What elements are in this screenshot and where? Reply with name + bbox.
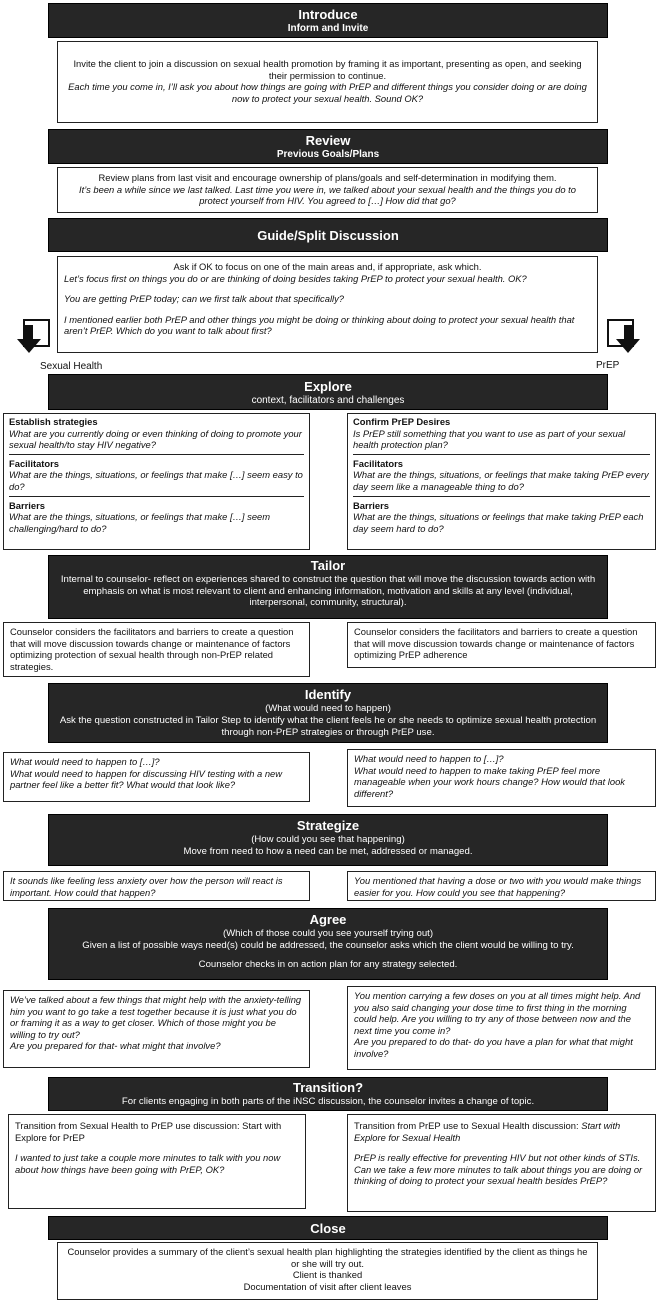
agree-text: Given a list of possible ways need(s) could be addressed, the counselor asks which the client would be willing to try.: [82, 940, 574, 951]
transition-left-box: [8, 1114, 306, 1209]
explore-title: Explore: [304, 379, 352, 394]
transition-title: Transition?: [292, 1080, 364, 1095]
guide-script-2: You are getting PrEP today; can we first talk about that specifically?: [64, 293, 345, 305]
agree-left-box: [3, 990, 310, 1068]
explore-right-text: What are the things, situations or feelings that make taking PrEP each day seem hard to do?: [353, 511, 644, 534]
tailor-title: Tailor: [310, 558, 346, 573]
explore-left-section: [9, 454, 304, 493]
identify-text: Ask the question constructed in Tailor Step to identify what the client feels he or she needs to optimize sexual health protection through non-PrEP strategies or through PrEP use.: [59, 715, 597, 738]
review-box: [57, 167, 598, 213]
close-text: Counselor provides a summary of the client’s sexual health plan highlighting the strategies identified by the client as things he or she will try out.: [67, 1246, 588, 1269]
sexual-health-label: Sexual Health: [40, 361, 103, 372]
explore-left-section: [9, 416, 304, 451]
introduce-text: Invite the client to join a discussion on sexual health promotion by framing it as important, presenting as open, and seeking their permission to continue.: [73, 58, 582, 81]
close-header: [48, 1216, 608, 1240]
strategize-text: Move from need to how a need can be met, addressed or managed.: [183, 846, 473, 857]
introduce-script: Each time you come in, I’ll ask you about how things are going with PrEP and different things you consider doing or are doing now to protect your sexual health. Sound OK?: [68, 81, 587, 104]
explore-left-section: [9, 496, 304, 535]
explore-right-heading: Barriers: [353, 499, 389, 511]
introduce-title: Introduce: [298, 7, 358, 22]
tailor-right-text: Counselor considers the facilitators and barriers to create a question that will move discussion towards change or maintenance of factors optimizing PrEP adherence: [354, 626, 638, 661]
explore-right-box: [347, 413, 656, 550]
explore-right-text: What are the things, situations, or feelings that make taking PrEP every day seem like a manageable thing to do?: [353, 469, 649, 492]
agree-right-text: You mention carrying a few doses on you at all times might help. And you also said changing your dose time to first thing in the morning could help. Are you willing to try any of those between now and the next time you come in? Are you prepared to do that- do you have a plan for what that might involve?: [354, 990, 641, 1059]
identify-title: Identify: [304, 687, 352, 702]
agree-title: Agree: [309, 912, 347, 927]
tailor-right-box: [347, 622, 656, 668]
transition-left-script: I wanted to just take a couple more minutes to talk with you now about how things have been going with PrEP, OK?: [15, 1152, 281, 1175]
identify-right-text: What would need to happen to […]? What would need to happen to make taking PrEP feel more manageable when your work hours change? How would that look different?: [354, 753, 625, 799]
explore-right-section: [353, 416, 650, 451]
agree-right-box: [347, 986, 656, 1070]
strategize-right-text: You mentioned that having a dose or two with you would make things easier for you. How could you see that happening?: [354, 875, 642, 898]
explore-right-section: [353, 496, 650, 535]
explore-left-text: What are you currently doing or even thinking of doing to promote your sexual health/to stay HIV negative?: [9, 427, 302, 451]
strategize-subtitle: (How could you see that happening): [251, 834, 405, 845]
agree-subtitle: (Which of those could you see yourself trying out): [222, 928, 434, 939]
transition-right-box: [347, 1114, 656, 1212]
identify-right-box: [347, 749, 656, 807]
agree-text-2: Counselor checks in on action plan for any strategy selected.: [198, 959, 458, 970]
close-title: Close: [310, 1221, 346, 1236]
explore-header: [48, 374, 608, 410]
identify-left-box: [3, 752, 310, 802]
strategize-header: [48, 814, 608, 866]
tailor-left-box: [3, 622, 310, 677]
review-text: Review plans from last visit and encourage ownership of plans/goals and self-determination in modifying them.: [98, 172, 557, 183]
guide-header: [48, 218, 608, 252]
tailor-text: Internal to counselor- reflect on experiences shared to construct the question that will move the discussion towards action with emphasis on what is most relevant to client and enhancing information, motivation and skills at any level (individual, interpersonal, community, structural).: [60, 574, 596, 608]
explore-right-text: Is PrEP still something that you want to use as part of your sexual health protection plan?: [353, 427, 626, 451]
identify-subtitle: (What would need to happen): [265, 703, 391, 714]
review-script: It’s been a while since we last talked. Last time you were in, we talked about your sexual health and the things you do to protect yourself from HIV. You agreed to […] How did that go?: [79, 183, 576, 207]
close-line-2: Client is thanked: [292, 1269, 363, 1281]
left-turn-arrow-icon: [8, 317, 54, 359]
explore-left-heading: Barriers: [9, 499, 45, 511]
review-title: Review: [305, 133, 351, 148]
right-turn-arrow-icon: [603, 317, 649, 359]
agree-left-text: We’ve talked about a few things that might help with the anxiety-telling him you want to go take a test together because it is just what you do or framing it as a way to get closer. Which of those might you be willing to try out? Are you prepared for that- what might that involve?: [10, 994, 302, 1052]
introduce-header: [48, 3, 608, 38]
transition-text: For clients engaging in both parts of the iNSC discussion, the counselor invites a change of topic.: [121, 1096, 535, 1107]
tailor-left-text: Counselor considers the facilitators and barriers to create a question that will move discussion towards change or maintenance of factors optimizing protection of sexual health through non-PrEP related strategies.: [10, 626, 294, 672]
strategize-left-text: It sounds like feeling less anxiety over how the person will react is important. How could that happen?: [10, 875, 283, 898]
explore-left-text: What are the things, situations, or feelings that make […] seem easy to do?: [9, 469, 303, 492]
explore-right-heading: Confirm PrEP Desires: [353, 416, 451, 427]
explore-left-box: [3, 413, 310, 550]
explore-left-heading: Establish strategies: [9, 416, 98, 427]
agree-header: [48, 908, 608, 980]
guide-text: Ask if OK to focus on one of the main areas and, if appropriate, ask which.: [173, 261, 482, 272]
guide-title: Guide/Split Discussion: [257, 228, 399, 243]
explore-left-heading: Facilitators: [9, 457, 60, 469]
guide-box: [57, 256, 598, 353]
strategize-right-box: [347, 871, 656, 901]
transition-right-intro: Transition from PrEP use to Sexual Health discussion:: [354, 1120, 582, 1131]
close-box: [57, 1242, 598, 1300]
identify-header: [48, 683, 608, 743]
guide-script-3: I mentioned earlier both PrEP and other things you might be doing or thinking about doing to protect your sexual health that aren’t PrEP. Which do you want to talk about first?: [64, 313, 575, 337]
explore-subtitle: context, facilitators and challenges: [251, 395, 405, 406]
identify-left-text: What would need to happen to […]? What would need to happen for discussing HIV testing with a new partner feel like a better fit? What would that look like?: [10, 756, 283, 791]
transition-left-intro: Transition from Sexual Health to PrEP use discussion: Start with Explore for PrEP: [15, 1120, 282, 1143]
explore-right-section: [353, 454, 650, 493]
prep-label: PrEP: [596, 360, 620, 371]
transition-right-intro-italic: Start with Explore for Sexual Health: [354, 1120, 621, 1143]
tailor-header: [48, 555, 608, 619]
guide-script-1: Let’s focus first on things you do or are thinking of doing besides taking PrEP to protect your sexual health. OK?: [64, 272, 527, 284]
close-line-3: Documentation of visit after client leaves: [243, 1280, 412, 1292]
strategize-title: Strategize: [296, 818, 360, 833]
introduce-box: [57, 41, 598, 123]
introduce-subtitle: Inform and Invite: [287, 23, 369, 34]
explore-right-heading: Facilitators: [353, 457, 404, 469]
review-header: [48, 129, 608, 164]
explore-left-text: What are the things, situations, or feelings that make […] seem challenging/hard to do?: [9, 511, 271, 534]
transition-right-script: PrEP is really effective for preventing HIV but not other kinds of STIs. Can we take a few more minutes to talk about things you are doing or thinking of doing to protect your sexual health besides PrEP?: [354, 1152, 643, 1187]
transition-header: [48, 1077, 608, 1111]
strategize-left-box: [3, 871, 310, 901]
review-subtitle: Previous Goals/Plans: [276, 149, 380, 160]
